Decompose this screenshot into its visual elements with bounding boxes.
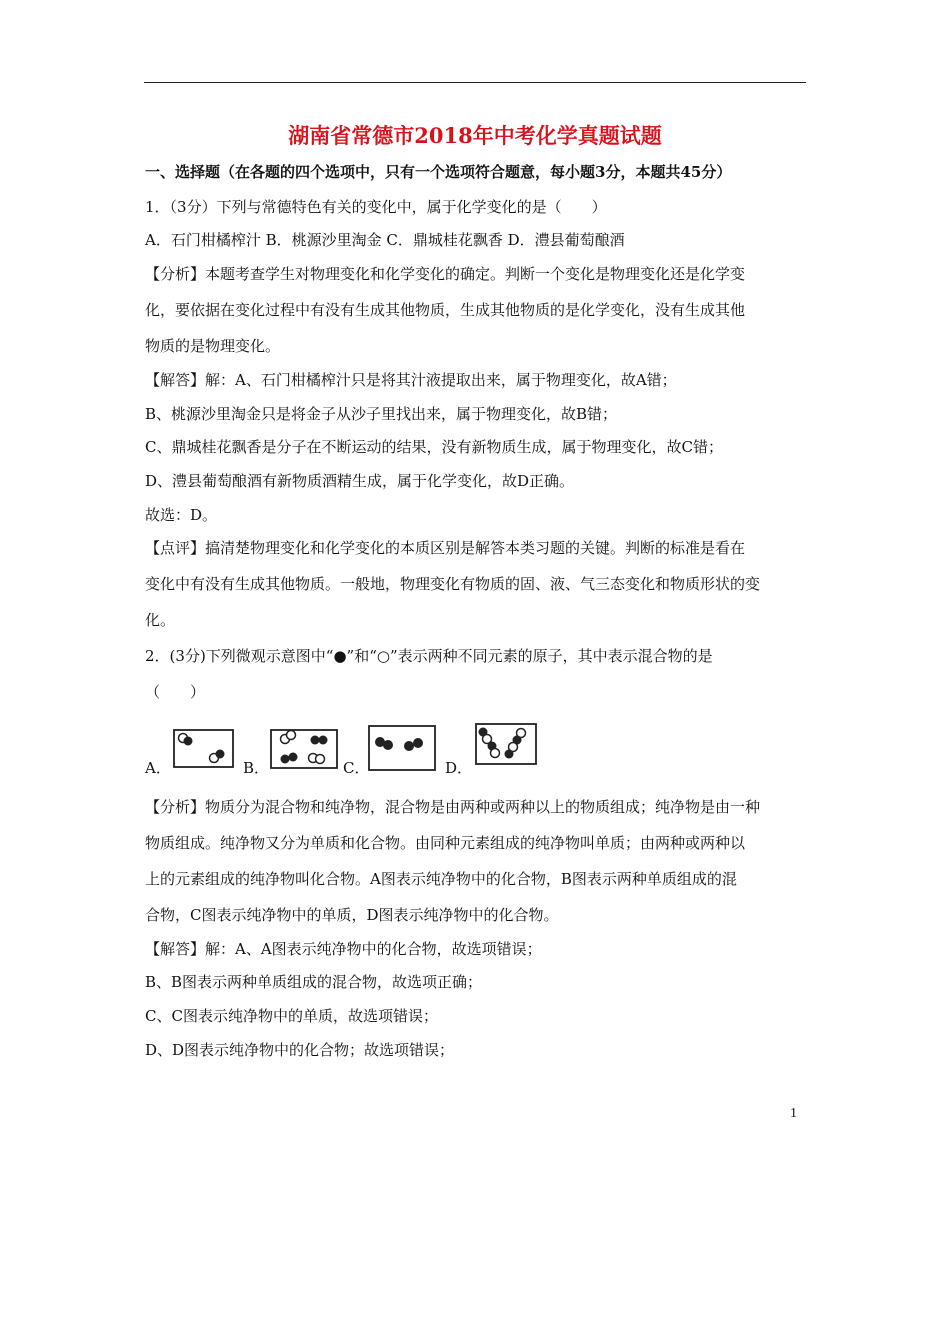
page-number: 1 [790, 1106, 797, 1121]
section-heading: 一、选择题（在各题的四个选项中，只有一个选项符合题意，每小题3分，本题共45分） [145, 163, 732, 181]
q1-analysis-line: 物质的是物理变化。 [145, 337, 281, 355]
q2-answer-line: C、C图表示纯净物中的单质，故选项错误； [145, 1007, 438, 1025]
molecule-box-b-icon [269, 720, 339, 772]
molecule-box-a-icon [172, 720, 236, 772]
q1-answer-line: B、桃源沙里淘金只是将金子从沙子里找出来，属于物理变化，故B错； [145, 405, 618, 423]
q1-comment-line: 变化中有没有生成其他物质。一般地，物理变化有物质的固、液、气三态变化和物质形状的变 [145, 575, 761, 593]
q2-answer-line: B、B图表示两种单质组成的混合物，故选项正确； [145, 973, 483, 991]
q1-stem: 1．（3分）下列与常德特色有关的变化中，属于化学变化的是（ ） [145, 198, 607, 216]
q1-answer-line: 故选：D。 [145, 506, 218, 524]
q2-answer-line: 【解答】解：A、A图表示纯净物中的化合物，故选项错误； [145, 940, 542, 958]
q2-answer-line: D、D图表示纯净物中的化合物；故选项错误； [145, 1041, 455, 1059]
option-label: C． [343, 759, 370, 777]
option-label: B． [243, 759, 270, 777]
q1-comment-line: 【点评】搞清楚物理变化和化学变化的本质区别是解答本类习题的关键。判断的标准是看在 [145, 539, 746, 557]
q1-answer-line: 【解答】解：A、石门柑橘榨汁只是将其汁液提取出来，属于物理变化，故A错； [145, 371, 677, 389]
q2-analysis-line: 合物，C图表示纯净物中的单质，D图表示纯净物中的化合物。 [145, 906, 559, 924]
q1-options: A．石门柑橘榨汁 B．桃源沙里淘金 C．鼎城桂花飘香 D．澧县葡萄酿酒 [145, 231, 625, 249]
q1-comment-line: 化。 [145, 611, 176, 629]
molecule-box-c-icon [367, 720, 437, 774]
q2-stem-line: （ ） [145, 683, 206, 701]
q2-stem-line: 2．(3分)下列微观示意图中“●”和“○”表示两种不同元素的原子，其中表示混合物的是 [145, 647, 713, 665]
q2-analysis-line: 【分析】物质分为混合物和纯净物，混合物是由两种或两种以上的物质组成；纯净物是由一种 [145, 798, 761, 816]
q1-analysis-line: 化，要依据在变化过程中有没有生成其他物质，生成其他物质的是化学变化，没有生成其他 [145, 301, 746, 319]
molecule-box-d-icon [473, 720, 541, 772]
q2-option-diagrams [145, 720, 745, 780]
q1-answer-line: C、鼎城桂花飘香是分子在不断运动的结果，没有新物质生成，属于物理变化，故C错； [145, 438, 723, 456]
q1-answer-line: D、澧县葡萄酿酒有新物质酒精生成，属于化学变化，故D正确。 [145, 472, 575, 490]
page-title: 湖南省常德市2018年中考化学真题试题 [288, 123, 662, 148]
header-rule [144, 82, 806, 83]
q2-analysis-line: 上的元素组成的纯净物叫化合物。A图表示纯净物中的化合物，B图表示两种单质组成的混 [145, 870, 737, 888]
q2-analysis-line: 物质组成。纯净物又分为单质和化合物。由同种元素组成的纯净物叫单质；由两种或两种以 [145, 834, 746, 852]
q1-analysis-line: 【分析】本题考查学生对物理变化和化学变化的确定。判断一个变化是物理变化还是化学变 [145, 265, 746, 283]
option-label: D． [445, 759, 473, 777]
option-label: A． [145, 759, 171, 777]
